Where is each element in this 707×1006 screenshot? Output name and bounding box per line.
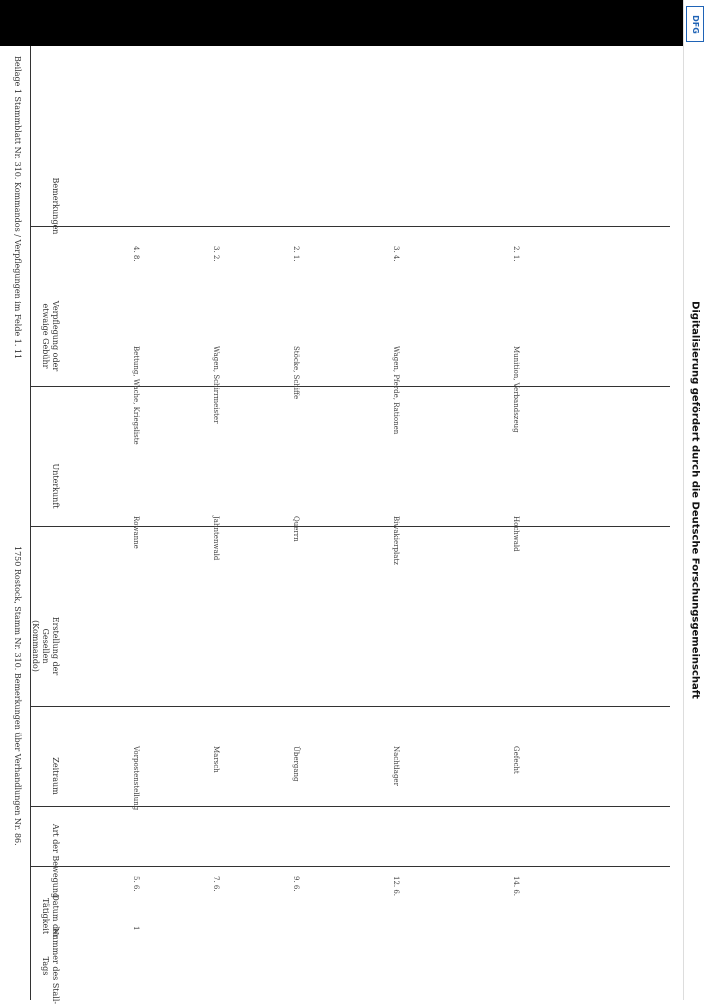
row-5-col5: Munition, Verbandszeug — [512, 346, 520, 433]
left-running-head: 1750 Rostock, Stamm Nr. 310. Bemerkungen über Verhandlungen Nr. 86. — [13, 546, 22, 846]
row-1-col6: 4. 8. — [132, 246, 140, 262]
header-art: Art der Bewegung — [51, 823, 60, 899]
row-4-col2: 12. 6. — [392, 876, 400, 897]
row-1-col3: Vorpostenstellung — [132, 746, 140, 811]
header-rule — [30, 46, 31, 1000]
row-4-col5: Wagen, Pferde, Rationen — [392, 346, 400, 435]
row-5-col3: Gefecht — [512, 746, 520, 774]
row-2-col3: Marsch — [212, 746, 220, 773]
header-verpflegung: Verpflegung oder etwaige Gebühr — [41, 300, 60, 372]
table-rule-4 — [30, 526, 670, 527]
header-unterkunft: Unterkunft — [51, 463, 60, 509]
scanned-page — [0, 46, 683, 1005]
row-2-col2: 7. 6. — [212, 876, 220, 892]
table-rule-5 — [30, 386, 670, 387]
row-2-col4: Jahntenwald — [212, 516, 220, 561]
row-5-col4: Hochwald — [512, 516, 520, 552]
table-rule-3 — [30, 706, 670, 707]
row-4-col6: 3. 4. — [392, 246, 400, 262]
row-3-col6: 2. 1. — [292, 246, 300, 262]
row-4-col4: Biwakierplatz — [392, 516, 400, 565]
row-1-col2: 5. 6. — [132, 876, 140, 892]
top-black-band — [0, 0, 707, 46]
row-1-col4: Rowanne — [132, 516, 140, 549]
table-rule-1 — [30, 866, 670, 867]
header-zeitraum: Zeitraum — [51, 757, 60, 795]
header-datum: Datum der Tätigkeit — [41, 894, 60, 938]
table-rule-2 — [30, 806, 670, 807]
row-3-col2: 9. 6. — [292, 876, 300, 892]
header-nummer: Nummer des Stall-Tags — [41, 927, 60, 1005]
row-1-col1: 1 — [132, 926, 140, 931]
row-5-col6: 2. 1. — [512, 246, 520, 262]
row-1-col5: Bettung, Wache, Kriegsliste — [132, 346, 140, 445]
right-running-head: Beilage 1 Stammblatt Nr. 310. Kommandos / Verpflegungen im Felde 1. 11 — [13, 56, 22, 360]
dfg-logo: DFG — [686, 6, 704, 42]
header-erstellung: Erstellung der Gesellen (Kommando) — [31, 616, 60, 676]
row-5-col2: 14. 6. — [512, 876, 520, 897]
row-3-col4: Querrn — [292, 516, 300, 542]
row-3-col5: Stöcke, Schiffe — [292, 346, 300, 400]
header-bemerkungen: Bemerkungen — [51, 177, 60, 235]
table-rule-6 — [30, 226, 670, 227]
row-4-col3: Nachtlager — [392, 746, 400, 786]
row-3-col3: Übergang — [292, 746, 300, 782]
row-2-col6: 3. 2. — [212, 246, 220, 262]
row-2-col5: Wagen, Schirrmeister — [212, 346, 220, 424]
digitization-notice: Digitalisierung gefördert durch die Deutsche Forschungsgemeinschaft — [689, 301, 701, 699]
